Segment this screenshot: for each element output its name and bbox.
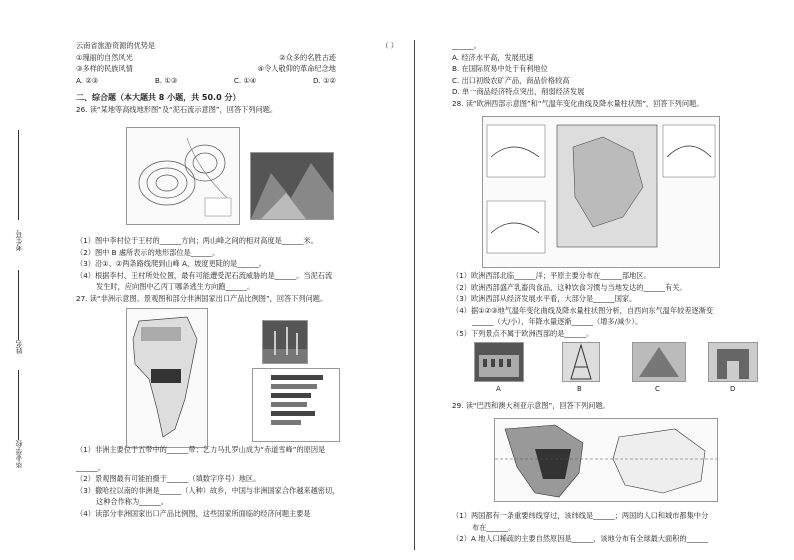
q29-answers: [452, 510, 708, 545]
q27-part3a: （3）撒哈拉以南的非洲是______（人种）故乡，中国与非洲国家合作越来越密切，: [76, 485, 340, 495]
question-29: 29. 读“巴西和澳大利亚示意图”，回答下列问题。: [452, 401, 610, 410]
q29-part2: （2）A 地人口稀疏的主要自然原因是______，该地分布有全球最大面积的______: [452, 534, 709, 544]
option-3: ③多样的民族风情: [76, 64, 133, 74]
answer-paren: （ ）: [381, 41, 398, 50]
q27-part4: （4）读部分非洲国家出口产品比例图，这些国家所面临的经济问题主要是: [76, 508, 311, 518]
arc-de-triomphe-photo: [708, 342, 758, 382]
contour-map: [126, 127, 240, 225]
binding-margin: [0, 40, 60, 550]
option-b: B. 在国际贸易中处于有利地位: [452, 64, 548, 74]
q27-part1b: ______。: [76, 462, 105, 472]
sphinx-photo: [632, 342, 686, 382]
school-label: 毕业学校: [15, 440, 23, 468]
option-4: ④令人敬仰的革命纪念地: [257, 64, 336, 74]
giraffe-photo: [262, 320, 308, 364]
europe-map-graphic: [483, 117, 719, 267]
answer-d: D. ①②: [313, 75, 336, 85]
question-stem: [76, 40, 398, 52]
answer-c: C. ①④: [233, 75, 257, 85]
answer-a: A. ②③: [76, 75, 99, 85]
export-bars-graphic: [253, 369, 339, 441]
q29-part1a: （1）两国都有一条重要纬线穿过，该纬线是______；两国的人口和城市都集中分: [452, 511, 709, 520]
option-2: ②众多的名胜古迹: [279, 52, 336, 62]
q26-part2: （2）图中 B 處所表示的地形部位是______。: [76, 247, 220, 257]
giraffe-graphic: [263, 321, 307, 363]
q28-part4b: ______（大/小），年降水量逐渐______（增多/减少）。: [472, 317, 643, 327]
label-d: D: [730, 385, 736, 393]
label-c: C: [655, 385, 660, 393]
eiffel-tower-graphic: [563, 343, 599, 381]
answer-row: [76, 75, 336, 87]
africa-map: [126, 308, 208, 448]
q26-part1: （1）图中李村位于王村的______方向；两山峰之间的相对高度是______米。: [76, 236, 318, 245]
right-column: [452, 40, 782, 555]
colosseum-graphic: [475, 343, 523, 381]
q26-part4a: （4）根据李村、王村所处位置，最有可能遭受泥石流威胁的是______。当泥石流: [76, 270, 333, 280]
africa-map-graphic: [127, 309, 207, 447]
question-27: 27. 读“非洲示意图、景观图和部分非洲国家出口产品比例图”，回答下列问题。: [76, 293, 328, 303]
contour-lines-graphic: [127, 128, 239, 224]
europe-figure: [482, 116, 720, 268]
brazil-australia-map: [494, 418, 718, 502]
debris-flow-graphic: [251, 153, 333, 219]
colosseum-photo: [474, 342, 524, 382]
option-row: [76, 63, 336, 75]
debris-flow-image: [250, 152, 334, 220]
option-a: A. 经济水平高，发展迅速: [452, 52, 534, 62]
brazil-australia-graphic: [495, 419, 717, 501]
question-26: 26. 读“某地等高线地形图”及“泥石流示意图”，回答下列问题。: [76, 104, 278, 114]
binding-line: [18, 130, 19, 220]
blank-line: ______。: [452, 41, 481, 50]
q27-part3b: 这种合作称为______。: [96, 497, 168, 507]
q27-answers: [76, 444, 339, 520]
q26-answers: [76, 235, 332, 305]
q28-part2: （2）欧洲西部盛产乳畜肉食品，这种饮食习惯与当地发达的______有关。: [452, 282, 687, 292]
q28-part5: （5）下列景点不属于欧洲西部的是______。: [452, 328, 594, 338]
section-heading: 二、综合题（本大题共 8 小题，共 50.0 分）: [76, 93, 241, 103]
export-share-chart: [252, 368, 340, 442]
option-c: C. 出口初级农矿产品，商品价格较高: [452, 75, 570, 85]
q27-part1a: （1）非洲主要位于五带中的______带；乞力马扎罗山成为“赤道雪峰”的原因是: [76, 445, 326, 454]
left-column: [76, 40, 398, 555]
arc-graphic: [709, 343, 757, 381]
question-28: 28. 读“欧洲西部示意图”和“气温年变化曲线及降水量柱状图”，回答下列问题。: [452, 98, 704, 108]
option-d: D. 单一商品经济特点突出，削弱经济发展: [452, 87, 585, 97]
exam-no-label: 考生号: [15, 230, 23, 251]
binding-line: [18, 270, 19, 340]
sphinx-graphic: [633, 343, 685, 381]
q28-part3: （3）欧洲西部从经济发展水平看，大部分是______国家。: [452, 294, 637, 304]
q28-answers: [452, 270, 713, 340]
option-row: [76, 52, 336, 64]
binding-line: [18, 370, 19, 440]
q26-part3: （3）沿①、②两条路线爬到山峰 A，坡度更陡的是______。: [76, 259, 266, 269]
label-a: A: [496, 385, 501, 393]
answer-b: B. ①③: [154, 75, 178, 85]
q28-part1: （1）欧洲西部北临______洋；平原主要分布在______部地区。: [452, 271, 651, 280]
label-b: B: [577, 385, 582, 393]
option-1: ①瑰丽的自然风光: [76, 52, 133, 62]
column-divider: [414, 40, 415, 550]
q28-part4a: （4）据①②③地气温年变化曲线及降水量柱状图分析，自西向东气温年较差逐渐变: [452, 305, 714, 315]
question-text: 云南省旅游资源的优势是: [76, 41, 156, 50]
q29-part1b: 布在______。: [472, 522, 516, 532]
q27-part2: （2）景观图最有可能拍摄于______（填数字序号）地区。: [76, 474, 261, 484]
name-label: 姓名: [15, 340, 23, 354]
eiffel-tower-photo: [562, 342, 600, 382]
q26-part4b: 发生时，应向图中乙丙丁哪条逃生方向跑______。: [96, 282, 255, 292]
